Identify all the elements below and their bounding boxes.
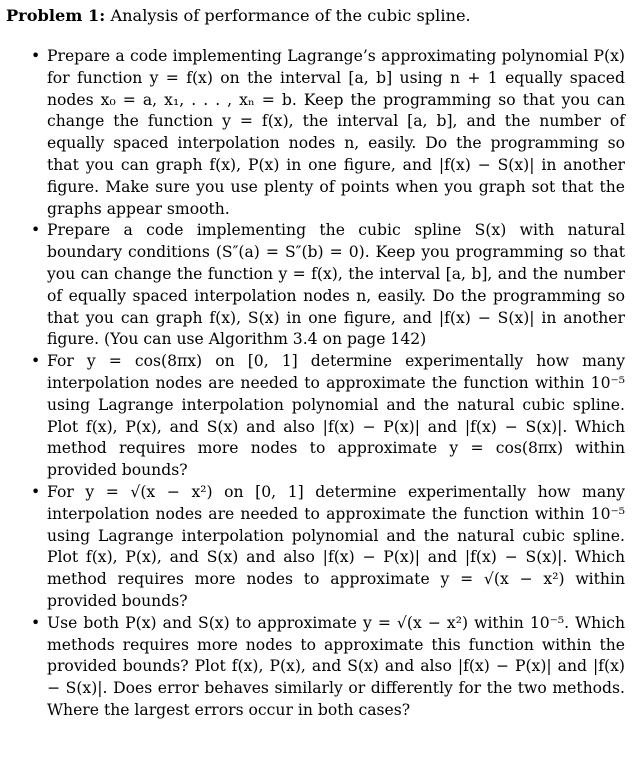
bullet-icon: • — [31, 47, 41, 65]
task-text: Prepare a code implementing Lagrange’s approximating polynomial P(x) for function y = f(x) on the interval [a, b] using n + 1 equally spaced nodes x₀ = a, x₁, . . . , xₙ = b. Keep the programming so that you can change the function y = f(x), the interval [a, b], and the number of equally spaced interpolation nodes n, easily. Do the programming so that you can graph f(x), P(x) in one figure, and |f(x) − S(x)| in another figure. Make sure you use plenty of points when you graph sot that the graphs appear smooth. — [47, 47, 625, 218]
task-text: For y = cos(8πx) on [0, 1] determine experimentally how many interpolation nodes are needed to approximate the function within 10⁻⁵ using Lagrange interpolation polynomial and the natural cubic spline. Plot f(x), P(x), and S(x) and also |f(x) − P(x)| and |f(x) − S(x)|. Which method requires more nodes to approximate y = cos(8πx) within provided bounds? — [47, 352, 625, 480]
task-item-lagrange-code — [6, 46, 625, 220]
bullet-icon: • — [31, 613, 41, 632]
task-item-spline-code — [6, 220, 625, 351]
task-item-cosine-experiment — [6, 351, 625, 482]
bullet-icon: • — [31, 482, 41, 501]
task-text: Use both P(x) and S(x) to approximate y = √(x − x²) within 10⁻⁵. Which methods requires more nodes to approximate this function within the provided bounds? Plot f(x), P(x), and S(x) and also |f(x) − P(x)| and |f(x) − S(x)|. Does error behaves similarly or differently for the two methods. Where the largest errors occur in both cases? — [47, 613, 625, 719]
problem-label: Problem 1: — [6, 6, 106, 25]
bullet-icon: • — [31, 352, 41, 371]
bullet-icon: • — [31, 221, 41, 240]
task-item-sqrt-experiment — [6, 482, 625, 613]
task-text: For y = √(x − x²) on [0, 1] determine experimentally how many interpolation nodes are needed to approximate the function within 10⁻⁵ using Lagrange interpolation polynomial and the natural cubic spline. Plot f(x), P(x), and S(x) and also |f(x) − P(x)| and |f(x) − S(x)|. Which method requires more nodes to approximate y = √(x − x²) within provided bounds? — [47, 482, 625, 610]
task-list — [6, 46, 625, 722]
task-item-compare-methods — [6, 613, 625, 722]
problem-title: Analysis of performance of the cubic spline. — [110, 6, 471, 25]
problem-heading — [6, 6, 625, 26]
task-text: Prepare a code implementing the cubic spline S(x) with natural boundary conditions (S″(a) = S″(b) = 0). Keep you programming so that you can change the function y = f(x), the interval [a, b], and the number of equally spaced interpolation nodes n, easily. Do the programming so that you can graph f(x), S(x) in one figure, and |f(x) − S(x)| in another figure. (You can use Algorithm 3.4 on page 142) — [47, 221, 625, 349]
